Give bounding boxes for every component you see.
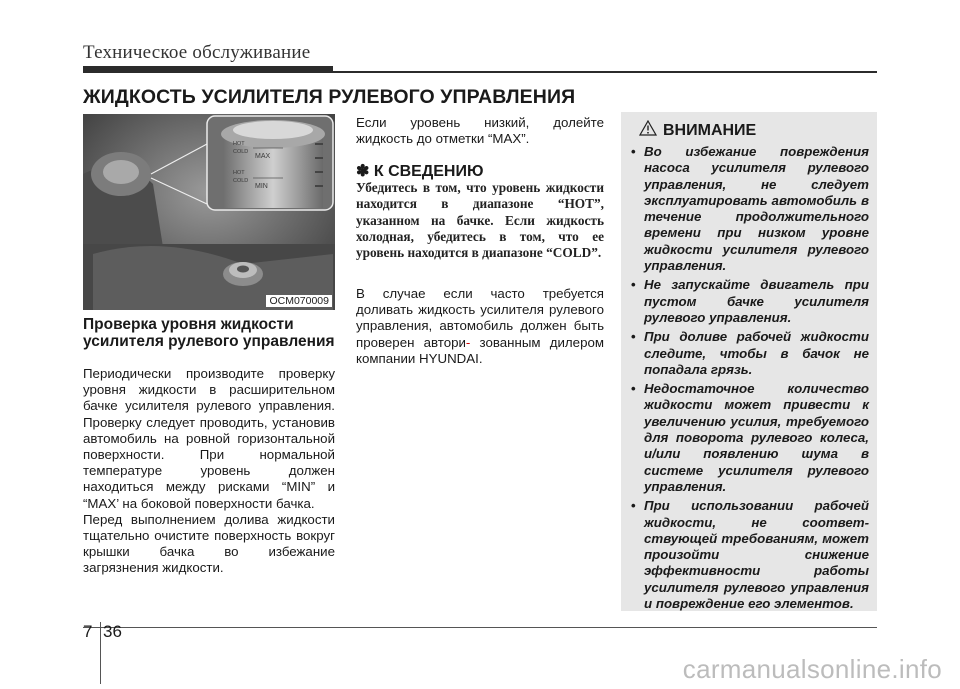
column-2-text-bottom <box>356 286 604 367</box>
page-number <box>83 622 122 642</box>
list-item: • Недостаточное количество жидкости может привести к увеличению усилия, требуемого для поворота рулевого колеса, и/или появлению шума в системе усилителя рулевого управления. <box>631 381 869 495</box>
page-number-value: 36 <box>103 622 122 641</box>
list-item: • Во избежание повреждения насоса усилителя рулевого управления, не следует эксплуатировать автомобиль в течение продолжительного времени при низком уровне жидкости усилителя рулевого управления. <box>631 144 869 274</box>
photo-label-max: MAX <box>255 153 271 160</box>
warning-list <box>631 144 869 615</box>
info-title: ✽ К СВЕДЕНИЮ <box>356 163 484 180</box>
header-rule-thick <box>83 66 333 73</box>
chapter-number: 7 <box>83 622 93 641</box>
watermark: carmanualsonline.info <box>682 654 942 684</box>
paragraph: Если уровень низкий, долейте жидкость до отметки “MAX”. <box>356 115 604 147</box>
list-item: • При использовании рабочей жидкости, не соответ-ствующей требованиям, может произойти снижение эффективности работы усилителя рулевого управления и повреждение его элементов. <box>631 498 869 612</box>
photo-label-hot-2: HOT <box>233 170 245 176</box>
column-2-text <box>356 115 604 147</box>
paragraph: Периодически производите проверку уровня жидкости в расширительном бачке усилителя рулевого управления. Проверку следует проводить, установив автомобиль на ровной горизонтальной поверхности. При нормальной температуре уровень должен находиться между рисками “MIN” и “MAX’ на боковой поверхности бачка. <box>83 366 335 511</box>
header-rule-thin <box>333 71 877 73</box>
column-1-text <box>83 366 335 577</box>
photo-label-cold-2: COLD <box>233 178 249 184</box>
photo-label-min: MIN <box>255 183 268 190</box>
warning-triangle-icon <box>639 120 657 141</box>
warning-box <box>621 112 877 611</box>
list-item: • Не запускайте двигатель при пустом бачке усилителя рулевого управления. <box>631 277 869 326</box>
info-body: Убедитесь в том, что уровень жидкости находится в диапазоне “HOT”, указанном на бачке. Если жидкость холодная, убедитесь в том, что ее уровень находится в диапазоне “COLD”. <box>356 180 604 261</box>
page-header-title: Техническое обслуживание <box>83 42 311 63</box>
warning-title: ВНИМАНИЕ <box>663 121 757 139</box>
photo-label-cold-1: COLD <box>233 149 249 155</box>
reservoir-photo <box>83 114 335 310</box>
list-item: • При доливе рабочей жидкости следите, чтобы в бачок не попадала грязь. <box>631 329 869 378</box>
paragraph: Перед выполнением долива жидкости тщательно очистите поверхность вокруг крышки бачка во избежание загрязнения жидкости. <box>83 511 335 576</box>
photo-label-hot-1: HOT <box>233 141 245 147</box>
photo-code: OCM070009 <box>266 295 332 307</box>
subsection-title: Проверка уровня жидкости усилителя рулевого управления <box>83 316 335 350</box>
section-title: ЖИДКОСТЬ УСИЛИТЕЛЯ РУЛЕВОГО УПРАВЛЕНИЯ <box>83 86 576 108</box>
paragraph: В случае если часто требуется доливать жидкость усилителя рулевого управления, автомобиль должен быть проверен автори- зованным дилером компании HYUNDAI. <box>356 286 604 366</box>
footer-rule <box>83 627 877 628</box>
